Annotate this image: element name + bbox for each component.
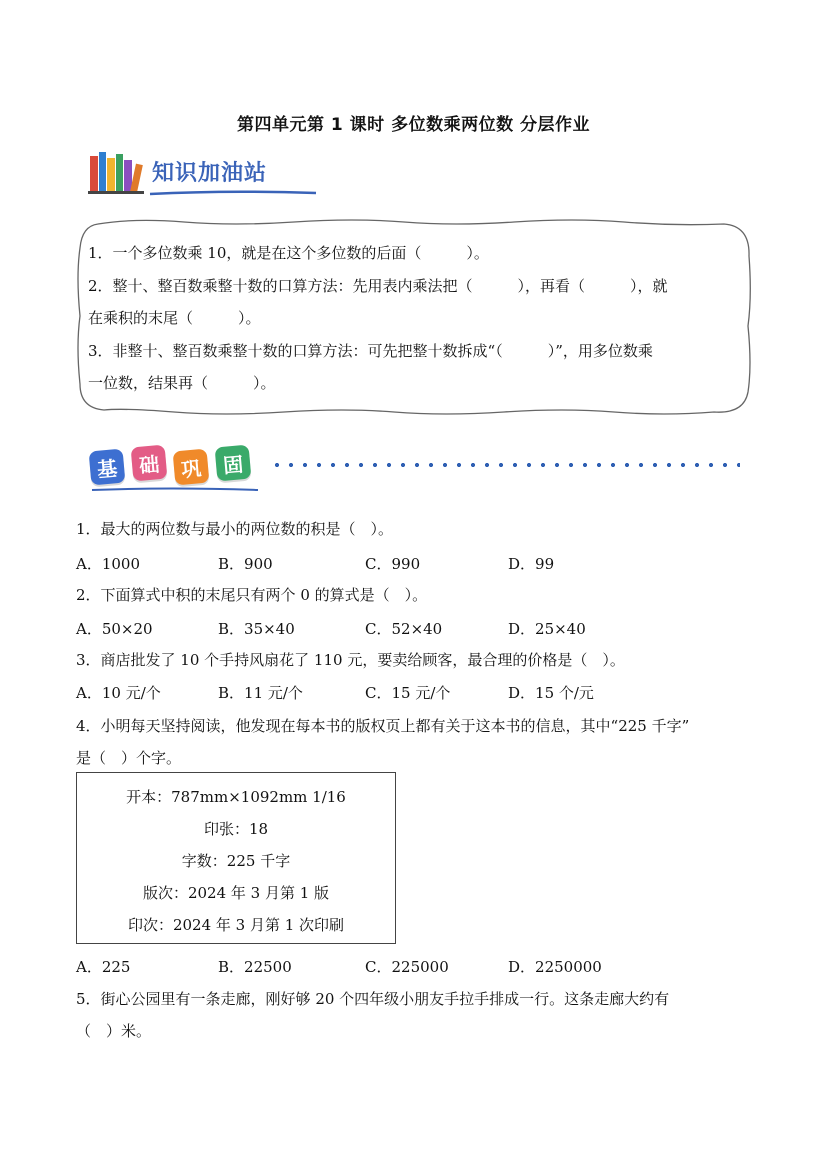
question-1-option-d: D．99: [508, 555, 555, 573]
question-3-option-b: B．11 元/个: [218, 684, 303, 702]
question-1-option-b: B．900: [218, 555, 273, 573]
knowledge-line-5: 一位数，结果再（ ）。: [88, 374, 276, 392]
question-3-option-d: D．15 个/元: [508, 684, 594, 702]
basics-tile-2: 础: [131, 445, 168, 482]
basics-banner: [90, 444, 270, 494]
question-5-stem-cont: （ ）米。: [76, 1022, 152, 1040]
question-4-stem: 4．小明每天坚持阅读，他发现在每本书的版权页上都有关于这本书的信息，其中“225 千字”: [76, 717, 690, 735]
knowledge-banner-title: 知识加油站: [152, 161, 268, 186]
info-word-count: 字数：225 千字: [181, 852, 291, 870]
question-3-option-a: A．10 元/个: [76, 684, 161, 702]
banner-underline: [148, 188, 318, 198]
books-icon: [88, 150, 144, 194]
basics-underline: [90, 486, 260, 494]
basics-tile-3: 巩: [173, 449, 210, 486]
question-4-option-d: D．2250000: [508, 958, 602, 976]
question-2-option-d: D．25×40: [508, 620, 586, 638]
question-1-option-c: C．990: [365, 555, 421, 573]
question-2-option-b: B．35×40: [218, 620, 295, 638]
info-printing: 印次：2024 年 3 月第 1 次印刷: [127, 916, 345, 934]
question-4-option-c: C．225000: [365, 958, 449, 976]
question-2-stem: 2．下面算式中积的末尾只有两个 0 的算式是（ ）。: [76, 586, 428, 604]
question-3-stem: 3．商店批发了 10 个手持风扇花了 110 元，要卖给顾客，最合理的价格是（ ）。: [76, 651, 625, 669]
question-1-option-a: A．1000: [76, 555, 141, 573]
page-title: 第四单元第 1 课时 多位数乘两位数 分层作业: [236, 115, 590, 135]
info-sheets: 印张：18: [203, 820, 269, 838]
dotted-divider: [270, 462, 740, 468]
question-3-option-c: C．15 元/个: [365, 684, 451, 702]
question-2-option-c: C．52×40: [365, 620, 443, 638]
knowledge-line-4: 3．非整十、整百数乘整十数的口算方法：可先把整十数拆成“（ ）”，用多位数乘: [88, 342, 653, 360]
question-4-stem-cont: 是（ ）个字。: [76, 749, 182, 767]
info-format: 开本：787mm×1092mm 1/16: [126, 788, 346, 806]
basics-tile-4: 固: [215, 445, 252, 482]
info-edition: 版次：2024 年 3 月第 1 版: [142, 884, 330, 902]
knowledge-line-3: 在乘积的末尾（ ）。: [88, 309, 261, 327]
question-2-option-a: A．50×20: [76, 620, 153, 638]
question-1-stem: 1．最大的两位数与最小的两位数的积是（ ）。: [76, 520, 394, 538]
question-5-stem: 5．街心公园里有一条走廊，刚好够 20 个四年级小朋友手拉手排成一行。这条走廊大约有: [76, 990, 670, 1008]
question-4-option-a: A．225: [76, 958, 131, 976]
knowledge-line-1: 1．一个多位数乘 10，就是在这个多位数的后面（ ）。: [88, 244, 489, 262]
knowledge-banner: [88, 150, 318, 198]
question-4-option-b: B．22500: [218, 958, 292, 976]
knowledge-line-2: 2．整十、整百数乘整十数的口算方法：先用表内乘法把（ ），再看（ ），就: [88, 277, 668, 295]
basics-tile-1: 基: [89, 449, 126, 486]
